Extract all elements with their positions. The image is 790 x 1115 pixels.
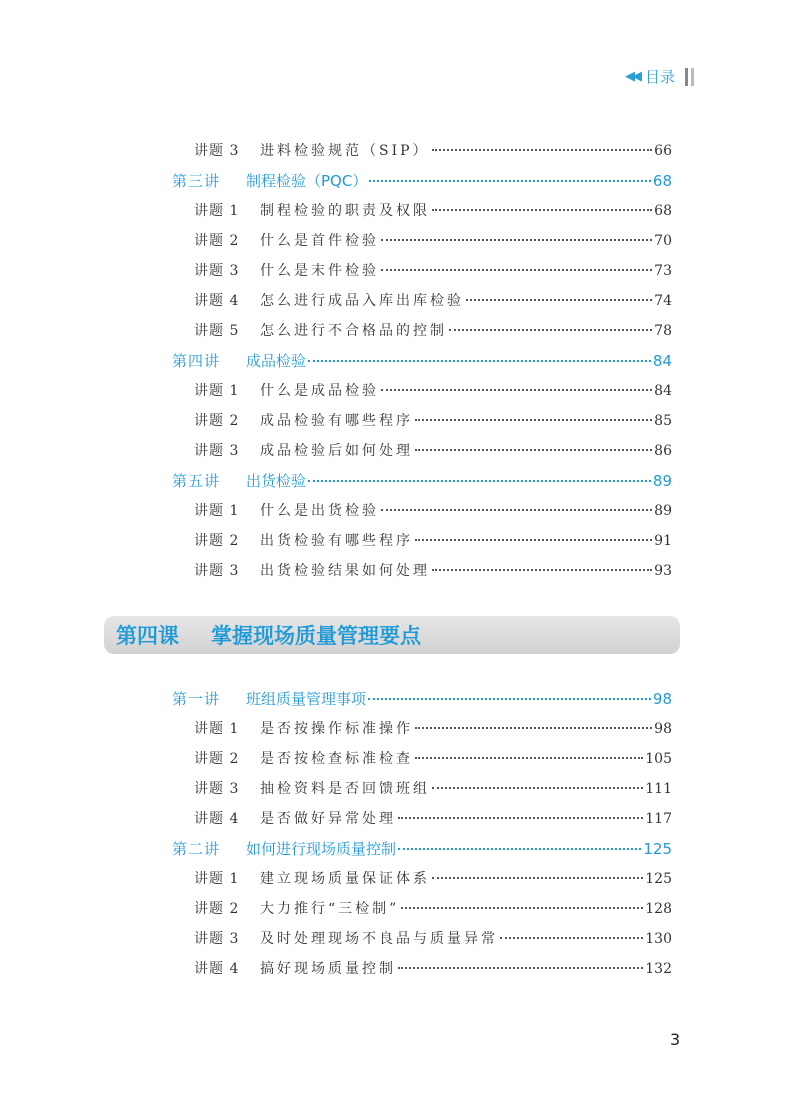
- entry-title: 怎么进行不合格品的控制: [260, 323, 447, 339]
- page-number: 3: [670, 1030, 681, 1049]
- toc-lecture[interactable]: [172, 470, 672, 491]
- lecture-page: 84: [652, 352, 672, 370]
- toc-entry[interactable]: [194, 898, 672, 918]
- running-header: [625, 66, 694, 87]
- leader-dots: [432, 787, 643, 789]
- leader-dots: [368, 698, 651, 700]
- entry-number: 讲题 4: [194, 961, 240, 977]
- entry-page: 70: [654, 233, 672, 249]
- toc-entry[interactable]: [194, 230, 672, 250]
- leader-dots: [415, 539, 652, 541]
- entry-title: 大力推行“三检制”: [260, 901, 400, 917]
- entry-number: 讲题 3: [194, 563, 240, 579]
- entry-number: 讲题 1: [194, 871, 240, 887]
- lecture-page: 89: [652, 472, 672, 490]
- entry-number: 讲题 1: [194, 203, 240, 219]
- entry-number: 讲题 3: [194, 443, 240, 459]
- entry-title: 什么是出货检验: [260, 503, 379, 519]
- leader-dots: [415, 419, 652, 421]
- entry-title: 制程检验的职责及权限: [260, 203, 430, 219]
- leader-dots: [432, 877, 643, 879]
- leader-dots: [398, 817, 643, 819]
- entry-number: 讲题 2: [194, 233, 240, 249]
- lesson-title: 掌握现场质量管理要点: [211, 624, 421, 648]
- entry-page: 89: [654, 503, 672, 519]
- entry-page: 105: [645, 751, 672, 767]
- leader-dots: [432, 209, 652, 211]
- entry-page: 98: [654, 721, 672, 737]
- lecture-title: 如何进行现场质量控制: [246, 840, 397, 858]
- toc-entry[interactable]: [194, 260, 672, 280]
- lecture-number: 第二讲: [172, 840, 221, 858]
- lecture-title: 成品检验: [246, 352, 307, 370]
- toc-entry[interactable]: [194, 958, 672, 978]
- entry-title: 抽检资料是否回馈班组: [260, 781, 430, 797]
- entry-number: 讲题 4: [194, 811, 240, 827]
- entry-number: 讲题 3: [194, 263, 240, 279]
- entry-title: 成品检验后如何处理: [260, 443, 413, 459]
- toc-entry[interactable]: [194, 320, 672, 340]
- leader-dots: [449, 329, 652, 331]
- leader-dots: [381, 239, 652, 241]
- leader-dots: [432, 149, 653, 151]
- entry-page: 74: [654, 293, 672, 309]
- toc-lecture[interactable]: [172, 170, 672, 191]
- leader-dots: [381, 509, 652, 511]
- leader-dots: [415, 727, 652, 729]
- entry-page: 111: [645, 781, 672, 797]
- lecture-number: 第五讲: [172, 472, 221, 490]
- leader-dots: [415, 757, 643, 759]
- toc-entry[interactable]: [194, 140, 672, 160]
- entry-number: 讲题 1: [194, 503, 240, 519]
- lecture-title: 制程检验（PQC）: [246, 172, 368, 190]
- entry-number: 讲题 2: [194, 901, 240, 917]
- entry-page: 84: [654, 383, 672, 399]
- toc-entry[interactable]: [194, 200, 672, 220]
- entry-title: 进料检验规范（SIP）: [260, 143, 430, 159]
- entry-title: 什么是首件检验: [260, 233, 379, 249]
- lesson-heading[interactable]: [104, 616, 680, 654]
- leader-dots: [369, 180, 651, 182]
- toc-entry[interactable]: [194, 928, 672, 948]
- entry-number: 讲题 1: [194, 383, 240, 399]
- header-bars-icon: [685, 68, 694, 86]
- leader-dots: [401, 907, 643, 909]
- leader-dots: [398, 967, 643, 969]
- toc-entry[interactable]: [194, 808, 672, 828]
- entry-title: 搞好现场质量控制: [260, 961, 396, 977]
- entry-title: 出货检验有哪些程序: [260, 533, 413, 549]
- entry-title: 及时处理现场不良品与质量异常: [260, 931, 498, 947]
- leader-dots: [381, 389, 652, 391]
- entry-page: 91: [654, 533, 672, 549]
- toc-entry[interactable]: [194, 868, 672, 888]
- entry-title: 成品检验有哪些程序: [260, 413, 413, 429]
- lecture-page: 125: [643, 840, 672, 858]
- toc-entry[interactable]: [194, 440, 672, 460]
- leader-dots: [415, 449, 652, 451]
- leader-dots: [308, 480, 651, 482]
- entry-page: 130: [645, 931, 672, 947]
- entry-number: 讲题 1: [194, 721, 240, 737]
- entry-number: 讲题 2: [194, 533, 240, 549]
- toc-lecture[interactable]: [172, 350, 672, 371]
- toc-entry[interactable]: [194, 410, 672, 430]
- lecture-title: 班组质量管理事项: [246, 690, 367, 708]
- lecture-number: 第三讲: [172, 172, 221, 190]
- lecture-page: 98: [652, 690, 672, 708]
- entry-title: 建立现场质量保证体系: [260, 871, 430, 887]
- leader-dots: [466, 299, 652, 301]
- double-arrow-left-icon: ◀◀: [624, 69, 639, 84]
- entry-number: 讲题 3: [194, 931, 240, 947]
- entry-number: 讲题 5: [194, 323, 240, 339]
- lecture-number: 第四讲: [172, 352, 221, 370]
- entry-page: 93: [654, 563, 672, 579]
- toc-entry[interactable]: [194, 718, 672, 738]
- lecture-number: 第一讲: [172, 690, 221, 708]
- lecture-title: 出货检验: [246, 472, 307, 490]
- lecture-page: 68: [652, 172, 672, 190]
- entry-title: 是否做好异常处理: [260, 811, 396, 827]
- toc-entry[interactable]: [194, 530, 672, 550]
- entry-page: 66: [654, 143, 672, 159]
- leader-dots: [381, 269, 652, 271]
- entry-page: 128: [645, 901, 672, 917]
- entry-title: 是否按检查标准检查: [260, 751, 413, 767]
- entry-page: 78: [654, 323, 672, 339]
- entry-page: 117: [645, 811, 672, 827]
- toc-lecture[interactable]: [172, 688, 672, 709]
- toc-entry[interactable]: [194, 290, 672, 310]
- leader-dots: [398, 848, 641, 850]
- entry-page: 73: [654, 263, 672, 279]
- entry-title: 是否按操作标准操作: [260, 721, 413, 737]
- entry-title: 出货检验结果如何处理: [260, 563, 430, 579]
- leader-dots: [500, 937, 643, 939]
- toc-entry[interactable]: [194, 380, 672, 400]
- entry-page: 85: [654, 413, 672, 429]
- entry-page: 132: [645, 961, 672, 977]
- entry-title: 什么是末件检验: [260, 263, 379, 279]
- toc-lecture[interactable]: [172, 838, 672, 859]
- entry-number: 讲题 2: [194, 751, 240, 767]
- toc-entry[interactable]: [194, 778, 672, 798]
- entry-page: 68: [654, 203, 672, 219]
- entry-number: 讲题 3: [194, 143, 240, 159]
- leader-dots: [308, 360, 651, 362]
- header-title: 目录: [644, 68, 675, 86]
- entry-number: 讲题 2: [194, 413, 240, 429]
- toc-entry[interactable]: [194, 500, 672, 520]
- entry-number: 讲题 4: [194, 293, 240, 309]
- lesson-number: 第四课: [116, 624, 179, 648]
- toc-entry[interactable]: [194, 748, 672, 768]
- leader-dots: [432, 569, 652, 571]
- toc-entry[interactable]: [194, 560, 672, 580]
- entry-page: 86: [654, 443, 672, 459]
- entry-number: 讲题 3: [194, 781, 240, 797]
- entry-page: 125: [645, 871, 672, 887]
- entry-title: 怎么进行成品入库出库检验: [260, 293, 464, 309]
- entry-title: 什么是成品检验: [260, 383, 379, 399]
